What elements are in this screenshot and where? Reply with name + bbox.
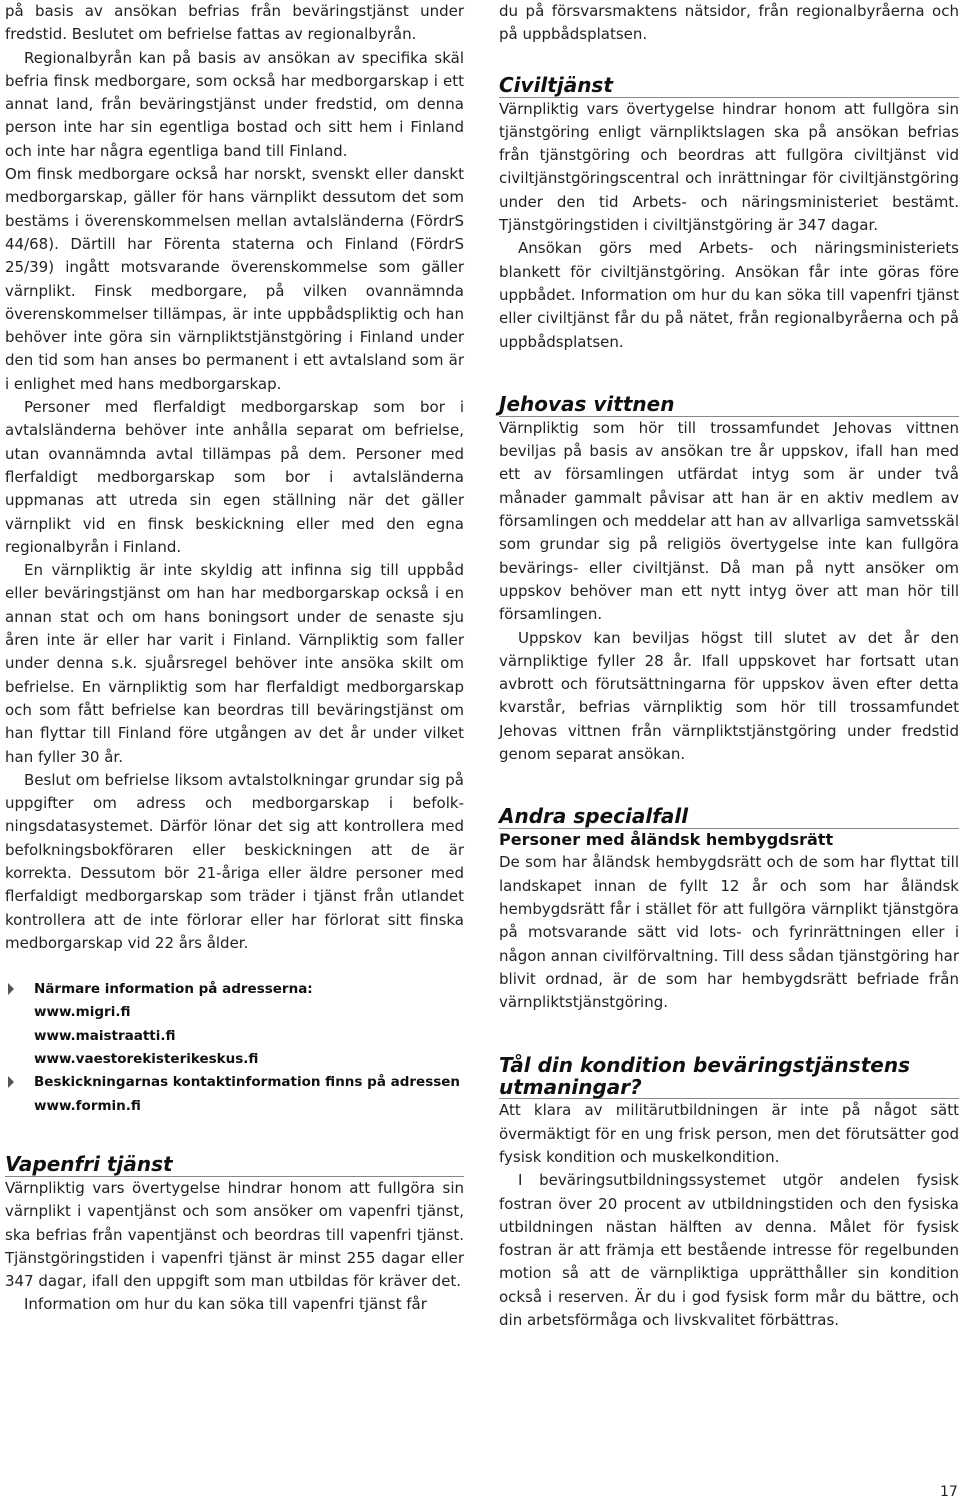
- spacer: [499, 1014, 959, 1054]
- info-box: [5, 978, 464, 1118]
- section-heading-civiltjanst: Civiltjänst: [499, 74, 959, 98]
- section-heading-vapenfri: Vapenfri tjänst: [5, 1153, 464, 1177]
- left-paragraph-2: Om finsk medborgare också har norskt, svenskt eller danskt medborgarskap, gäller för hans värnplikt dessutom det som bestäms i överenskommelsen mellan avtalsländerna (FördrS 44/68). Därtill har Förenta staterna och Finland (FördrS 25/39) ingått motsvarande överenskommelse som gäller värnplikt. Finsk medborgare, på vilken ovannämnda överenskommelser tillämpas, är inte uppbådspliktig och han behöver inte göra sin värnpliktstjänstgöring i Finland under den tid som han anses bo permanent i ett avtalsland som är i enlighet med hans medborgarskap.: [5, 165, 464, 393]
- link-maistraatti[interactable]: www.maistraatti.fi: [34, 1027, 176, 1044]
- link-formin[interactable]: www.formin.fi: [34, 1097, 141, 1114]
- section-heading-andra-specialfall: Andra specialfall: [499, 805, 959, 829]
- spacer: [5, 1118, 464, 1153]
- left-paragraph-1: Regionalbyrån kan på basis av ansökan av specifika skäl befria finsk medborgare, som också har medborgarskap i ett annat land, från beväringstjänst under fredstid, om denna person inte har sin egentliga bostad och sitt hem i Finland och inte har några egentliga band till Finland.: [5, 48, 464, 160]
- section-heading-jehovas-vittnen: Jehovas vittnen: [499, 393, 959, 417]
- spacer: [5, 955, 464, 978]
- link-migri[interactable]: www.migri.fi: [34, 1004, 131, 1021]
- jehova-paragraph-2: Uppskov kan beviljas högst till slutet av det år den värnpliktige fyller 28 år. Ifall uppskovet har fortsatt utan avbrott och förutsättningarna för uppskov även efter detta kvarstår, befrias värnpliktig som hör till trossamfundet Jehovas vittnen från värnpliktstjänstgöring under fredstid genom separat ansökan.: [499, 628, 959, 764]
- vapenfri-paragraph-2: Information om hur du kan söka till vapenfri tjänst får: [24, 1295, 427, 1314]
- spacer: [499, 766, 959, 805]
- info-item: [5, 978, 464, 1001]
- left-paragraph-3: Personer med flerfaldigt medborgarskap som bor i avtalsländerna behöver inte anhålla separat om befrielse, utan ovannämnda avtal tillämpas på dem. Personer med flerfaldigt medborgarskap som bor i avtalsländerna uppmanas att utreda sin egen ställning när det gäller värnplikt vid en finsk beskickning eller med den egna regionalbyrån i Finland.: [5, 398, 464, 556]
- kondition-paragraph-2: I beväringsutbildningssystemet utgör andelen fysisk fostran över 20 procent av utbildningstiden och den fysiska utbildningen nästan hälften av denna. Målet för fysisk fostran är att främja ett bestående intresse för regelbunden motion så att de värnpliktiga upprätthåller sin kondition också i reserven. Är du i god fysisk form mår du bättre, och din arbetsförmåga och livskvalitet förbättras.: [499, 1171, 959, 1330]
- info-item: [5, 1071, 464, 1094]
- civil-paragraph-1: Värnpliktig vars övertygelse hindrar honom att fullgöra sin tjänstgöring enligt värnpliktslagen ska på ansökan befrias från tjänstgöring och beordras att fullgöra civiltjänst vid civiltjänstgöringscentral och inrättningar för civiltjänstgöring under den tid Arbets- och näringsministeriet bestämt. Tjänstgöringstiden i civiltjänstgöring är 347 dagar.: [499, 99, 959, 235]
- spacer: [499, 47, 959, 74]
- arrow-right-icon: [8, 983, 14, 995]
- left-paragraph-5: Beslut om befrielse liksom avtalstolkningar grundar sig på uppgifter om adress och medborgarskap i befolkningsdatasystemet. Därför lönar det sig att kontrollera med befolkningsbokföraren eller beskickningen att de är korrekta. Dessutom bör 21-åriga eller äldre personer med flerfaldigt medborgarskap som träder i tjänst från utlandet kontrollera att de inte förlorar eller har förlorat sitt finska medborgarskap vid 22 års ålder.: [5, 770, 464, 952]
- left-column: [5, 0, 464, 1317]
- link-vaestorekisterikeskus[interactable]: www.vaestorekisterikeskus.fi: [34, 1051, 259, 1068]
- arrow-right-icon: [8, 1076, 14, 1088]
- page-number: 17: [940, 1484, 958, 1500]
- jehova-paragraph-1: Värnpliktig som hör till trossamfundet Jehovas vittnen beviljas på basis av ansökan tre år uppskov, ifall han med ett av församlingen utfärdat intyg som är under två månader gammalt påvisar att han är en aktiv medlem av församlingen och meddelar att han av allvarliga samvetsskäl som grundar sig på religiös övertygelse inte kan fullgöra bevärings- eller civiltjänst. Då man på nytt ansöker om uppskov behöver man ett nytt intyg över att man hör till församlingen.: [499, 418, 959, 624]
- spacer: [499, 354, 959, 393]
- civil-paragraph-2: Ansökan görs med Arbets- och näringsministeriets blankett för civiltjänstgöring. Ansökan får inte göras före uppbådet. Information om hur du kan söka till vapenfri tjänst eller civiltjänst får du på nätet, från regionalbyråerna och på uppbådsplatsen.: [499, 239, 959, 351]
- vapenfri-paragraph-1: Värnpliktig vars övertygelse hindrar honom att fullgöra sin värnplikt i vapentjänst och som ansöker om vapenfri tjänst, ska befrias från vapentjänst och beordras till vapenfri tjänst. Tjänstgöringstiden i vapenfri tjänst är minst 255 dagar eller 347 dagar, ifall den uppgift som man utbildas för kräver det.: [5, 1178, 464, 1291]
- left-paragraph-4: En värnpliktig är inte skyldig att infinna sig till uppbåd eller beväringstjänst om han har medborgarskap också i en annan stat och om hans boningsort under de senaste sju åren inte är eller har varit i Finland. Värnpliktig som faller under denna s.k. sjuårsregel behöver inte ansöka skilt om befrielse. En värnpliktig som har flerfaldigt medborgarskap och som fått befrielse kan beordras till beväringstjänst om han flyttar till Finland före utgången av det år under vilket han fyller 30 år.: [5, 561, 464, 766]
- kondition-paragraph-1: Att klara av militärutbildningen är inte på något sätt övermäktigt för en ung frisk person, men det förutsätter god fysisk kondition och muskelkondition.: [499, 1101, 959, 1166]
- info-text: Närmare information på adresserna:: [34, 981, 313, 998]
- section-heading-kondition: Tål din kondition beväringstjänstens utmaningar?: [499, 1054, 959, 1099]
- right-column: [499, 0, 959, 1332]
- subheading-aland: Personer med åländsk hembygdsrätt: [499, 830, 834, 850]
- left-intro: på basis av ansökan befrias från beväringstjänst under fredstid. Beslutet om befrielse fattas av regionalbyrån.: [5, 2, 464, 44]
- aland-paragraph-1: De som har åländsk hembygdsrätt och de som har flyttat till landskapet innan de fyllt 12 år och som har åländsk hembygdsrätt får i stället för att fullgöra värnplikt tjänstgöra på motsvarande sätt vid lots- och fyrinrättningen eller i någon annan civilförvaltning. Till dess sådan tjänstgöring har blivit ordnad, är de som har hembygdsrätt befriade från värnpliktstjänstgöring.: [499, 853, 959, 1012]
- info-text: Beskickningarnas kontaktinformation finns på adressen: [34, 1074, 461, 1091]
- right-intro: du på försvarsmaktens nätsidor, från regionalbyråerna och på uppbådsplatsen.: [499, 2, 959, 44]
